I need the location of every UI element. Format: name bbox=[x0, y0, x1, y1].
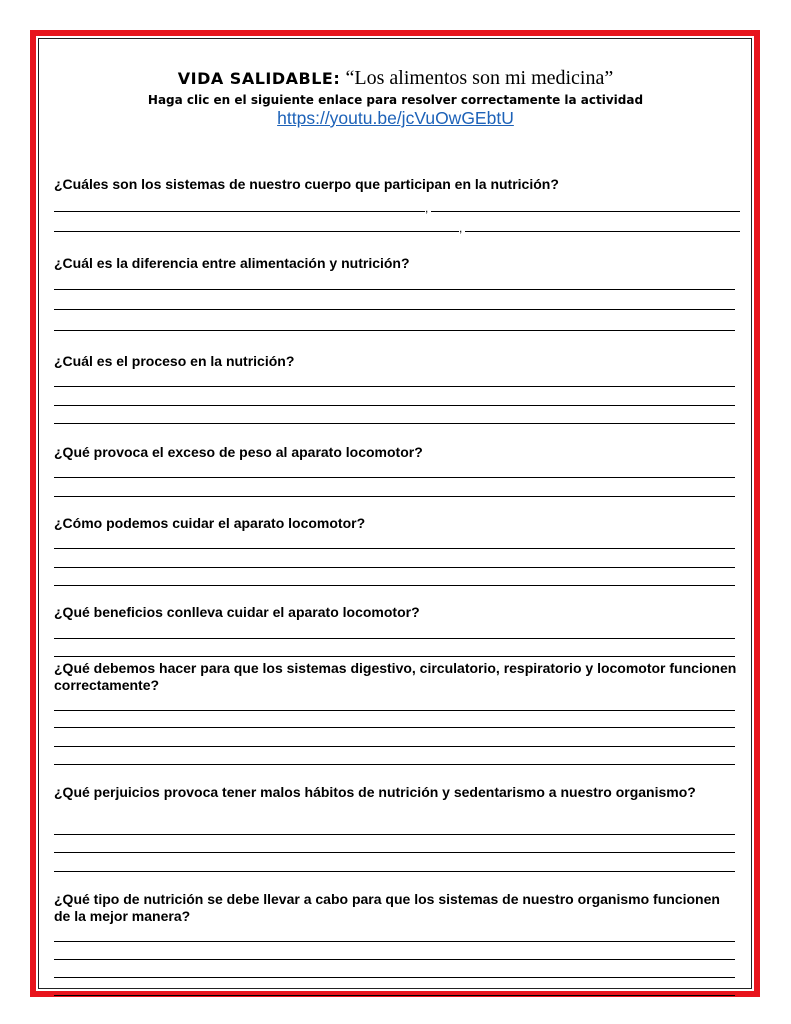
answer-line[interactable] bbox=[54, 727, 735, 728]
answer-line[interactable] bbox=[54, 405, 735, 406]
question-9: ¿Qué tipo de nutrición se debe llevar a cabo para que los sistemas de nuestro organismo funcionen de la mejor manera? bbox=[54, 891, 720, 924]
answer-separator: , bbox=[459, 221, 463, 235]
question-1: ¿Cuáles son los sistemas de nuestro cuerpo que participan en la nutrición? bbox=[54, 176, 559, 192]
answer-separator: , bbox=[425, 201, 429, 215]
answer-line[interactable] bbox=[54, 309, 735, 310]
answer-line[interactable] bbox=[54, 746, 735, 747]
answer-line[interactable] bbox=[465, 231, 740, 232]
question-2: ¿Cuál es la diferencia entre alimentación y nutrición? bbox=[54, 255, 410, 271]
answer-line[interactable] bbox=[54, 656, 735, 657]
answer-line[interactable] bbox=[54, 638, 735, 639]
instruction-text: Haga clic en el siguiente enlace para resolver correctamente la actividad bbox=[147, 93, 644, 107]
brand-title: VIDA SALIDABLE: bbox=[177, 69, 341, 88]
answer-line[interactable] bbox=[54, 423, 735, 424]
answer-line[interactable] bbox=[54, 211, 425, 212]
answer-line[interactable] bbox=[54, 231, 459, 232]
question-7: ¿Qué debemos hacer para que los sistemas digestivo, circulatorio, respiratorio y locomotor funcionen correctamente? bbox=[54, 660, 737, 693]
answer-line[interactable] bbox=[431, 211, 740, 212]
answer-line[interactable] bbox=[54, 496, 735, 497]
question-3: ¿Cuál es el proceso en la nutrición? bbox=[54, 353, 295, 369]
answer-line[interactable] bbox=[54, 959, 735, 960]
answer-line[interactable] bbox=[54, 995, 735, 996]
answer-line[interactable] bbox=[54, 548, 735, 549]
question-8: ¿Qué perjuicios provoca tener malos hábitos de nutrición y sedentarismo a nuestro organismo? bbox=[54, 784, 696, 800]
answer-line[interactable] bbox=[54, 585, 735, 586]
answer-line[interactable] bbox=[54, 941, 735, 942]
answer-line[interactable] bbox=[54, 871, 735, 872]
question-6: ¿Qué beneficios conlleva cuidar el aparato locomotor? bbox=[54, 604, 420, 620]
youtube-link[interactable]: https://youtu.be/jcVuOwGEbtU bbox=[277, 108, 514, 128]
answer-line[interactable] bbox=[54, 710, 735, 711]
title-line bbox=[0, 66, 791, 91]
answer-line[interactable] bbox=[54, 477, 735, 478]
answer-line[interactable] bbox=[54, 834, 735, 835]
answer-line[interactable] bbox=[54, 764, 735, 765]
subtitle: “Los alimentos son mi medicina” bbox=[345, 67, 614, 89]
answer-line[interactable] bbox=[54, 852, 735, 853]
answer-line[interactable] bbox=[54, 977, 735, 978]
answer-line[interactable] bbox=[54, 386, 735, 387]
answer-line[interactable] bbox=[54, 289, 735, 290]
question-5: ¿Cómo podemos cuidar el aparato locomotor? bbox=[54, 515, 366, 531]
question-4: ¿Qué provoca el exceso de peso al aparato locomotor? bbox=[54, 444, 423, 460]
answer-line[interactable] bbox=[54, 330, 735, 331]
worksheet-header bbox=[0, 66, 791, 128]
answer-line[interactable] bbox=[54, 567, 735, 568]
